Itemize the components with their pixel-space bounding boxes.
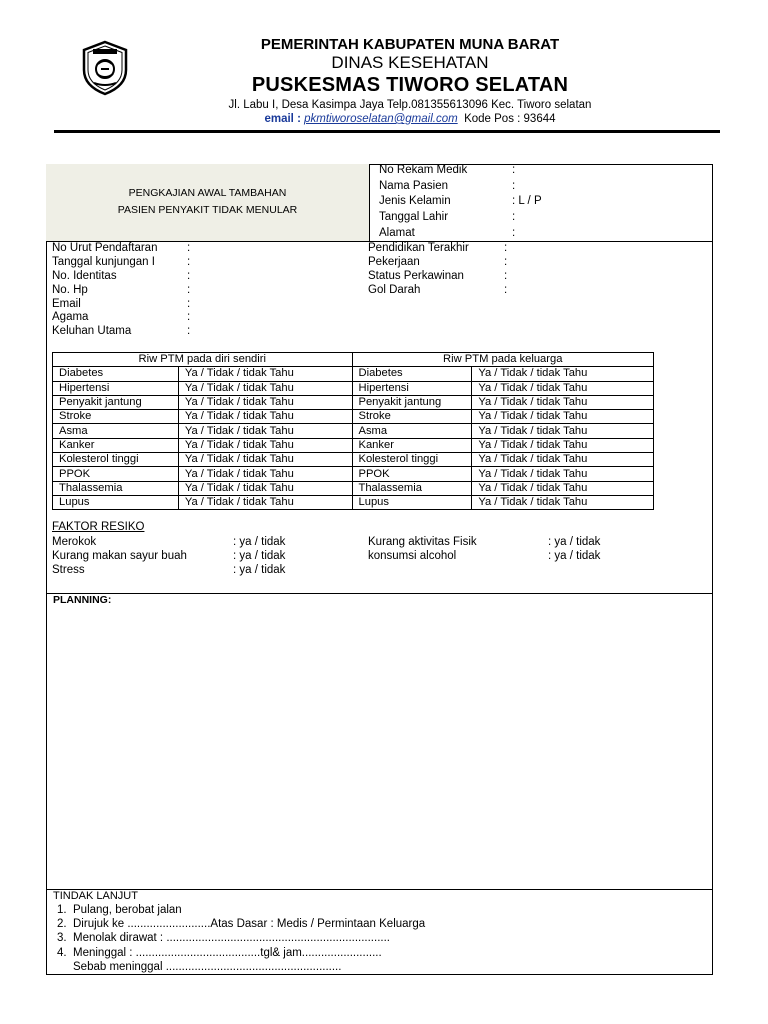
label-tanggal-lahir: Tanggal Lahir — [379, 211, 449, 223]
label-kurang-aktivitas: Kurang aktivitas Fisik — [368, 536, 477, 548]
field-keluhan-utama[interactable]: : — [187, 325, 191, 337]
answer-self[interactable]: Ya / Tidak / tidak Tahu — [178, 367, 352, 381]
label-gol-darah: Gol Darah — [368, 284, 421, 296]
answer-self[interactable]: Ya / Tidak / tidak Tahu — [178, 424, 352, 438]
answer-family[interactable]: Ya / Tidak / tidak Tahu — [472, 410, 654, 424]
label-email: Email — [52, 298, 81, 310]
planning-area[interactable] — [52, 610, 707, 885]
field-tanggal-kunjungan[interactable]: : — [187, 256, 191, 268]
follow-up-divider — [46, 889, 713, 890]
field-konsumsi-alcohol[interactable]: : ya / tidak — [548, 550, 601, 562]
label-agama: Agama — [52, 311, 89, 323]
field-pekerjaan[interactable]: : — [504, 256, 508, 268]
answer-self[interactable]: Ya / Tidak / tidak Tahu — [178, 481, 352, 495]
disease-family: Stroke — [352, 410, 472, 424]
table-row — [53, 481, 654, 495]
answer-self[interactable]: Ya / Tidak / tidak Tahu — [178, 410, 352, 424]
table-row — [53, 395, 654, 409]
field-merokok[interactable]: : ya / tidak — [233, 536, 286, 548]
disease-family: Diabetes — [352, 367, 472, 381]
label-jenis-kelamin: Jenis Kelamin — [379, 195, 451, 207]
field-agama[interactable]: : — [187, 311, 191, 323]
field-status-perkawinan[interactable]: : — [504, 270, 508, 282]
disease-self: Kanker — [53, 438, 179, 452]
table-row — [53, 367, 654, 381]
disease-self: Thalassemia — [53, 481, 179, 495]
field-nama-pasien[interactable]: : — [512, 180, 516, 192]
disease-self: Kolesterol tinggi — [53, 453, 179, 467]
follow-up-num-3: 3. — [57, 932, 67, 944]
government-title: PEMERINTAH KABUPATEN MUNA BARAT — [260, 36, 560, 53]
field-tanggal-lahir[interactable]: : — [512, 211, 516, 223]
planning-title: PLANNING: — [53, 594, 112, 606]
disease-self: Asma — [53, 424, 179, 438]
answer-self[interactable]: Ya / Tidak / tidak Tahu — [178, 438, 352, 452]
disease-family: Kanker — [352, 438, 472, 452]
header-self-history: Riw PTM pada diri sendiri — [53, 353, 353, 367]
field-no-urut[interactable]: : — [187, 242, 191, 254]
disease-family: Hipertensi — [352, 381, 472, 395]
disease-family: Kolesterol tinggi — [352, 453, 472, 467]
answer-family[interactable]: Ya / Tidak / tidak Tahu — [472, 395, 654, 409]
label-pendidikan: Pendidikan Terakhir — [368, 242, 469, 254]
disease-self: Lupus — [53, 495, 179, 509]
label-pekerjaan: Pekerjaan — [368, 256, 420, 268]
email-link[interactable]: pkmtiworoselatan@gmail.com — [304, 113, 458, 125]
disease-self: Stroke — [53, 410, 179, 424]
field-stress[interactable]: : ya / tidak — [233, 564, 286, 576]
table-row — [53, 424, 654, 438]
field-gol-darah[interactable]: : — [504, 284, 508, 296]
answer-family[interactable]: Ya / Tidak / tidak Tahu — [472, 453, 654, 467]
label-status-perkawinan: Status Perkawinan — [368, 270, 464, 282]
answer-self[interactable]: Ya / Tidak / tidak Tahu — [178, 467, 352, 481]
postcode: Kode Pos : 93644 — [457, 113, 556, 125]
field-no-identitas[interactable]: : — [187, 270, 191, 282]
follow-up-item-3[interactable]: Menolak dirawat : ...................................................................... — [73, 932, 390, 944]
follow-up-num-2: 2. — [57, 918, 67, 930]
label-kurang-sayur: Kurang makan sayur buah — [52, 550, 187, 562]
follow-up-item-1[interactable]: Pulang, berobat jalan — [73, 904, 182, 916]
field-kurang-sayur[interactable]: : ya / tidak — [233, 550, 286, 562]
answer-self[interactable]: Ya / Tidak / tidak Tahu — [178, 495, 352, 509]
table-row — [53, 410, 654, 424]
form-title-box — [46, 164, 370, 242]
table-row — [53, 453, 654, 467]
field-no-hp[interactable]: : — [187, 284, 191, 296]
field-email[interactable]: : — [187, 298, 191, 310]
label-no-rekam-medik: No Rekam Medik — [379, 164, 468, 176]
disease-family: Asma — [352, 424, 472, 438]
answer-family[interactable]: Ya / Tidak / tidak Tahu — [472, 467, 654, 481]
email-separator: : — [293, 113, 305, 125]
label-no-hp: No. Hp — [52, 284, 88, 296]
disease-family: Thalassemia — [352, 481, 472, 495]
label-no-identitas: No. Identitas — [52, 270, 117, 282]
label-merokok: Merokok — [52, 536, 97, 548]
field-alamat[interactable]: : — [512, 227, 516, 239]
disease-family: Penyakit jantung — [352, 395, 472, 409]
table-row — [53, 438, 654, 452]
answer-self[interactable]: Ya / Tidak / tidak Tahu — [178, 381, 352, 395]
table-header-row — [53, 353, 654, 367]
answer-family[interactable]: Ya / Tidak / tidak Tahu — [472, 381, 654, 395]
label-alamat: Alamat — [379, 227, 415, 239]
follow-up-num-4: 4. — [57, 947, 67, 959]
follow-up-item-2[interactable]: Dirujuk ke ..........................Atas Dasar : Medis / Permintaan Keluarga — [73, 918, 426, 930]
contact-line — [120, 113, 700, 125]
table-row — [53, 381, 654, 395]
follow-up-item-4[interactable]: Meninggal : .......................................tgl& jam......................... — [73, 947, 382, 959]
follow-up-cause-of-death[interactable]: Sebab meninggal ....................................................... — [73, 961, 342, 973]
table-row — [53, 495, 654, 509]
planning-divider — [46, 593, 713, 594]
label-tanggal-kunjungan: Tanggal kunjungan I — [52, 256, 155, 268]
answer-self[interactable]: Ya / Tidak / tidak Tahu — [178, 395, 352, 409]
header-rule — [54, 130, 720, 133]
field-no-rekam-medik[interactable]: : — [512, 164, 516, 176]
label-no-urut: No Urut Pendaftaran — [52, 242, 158, 254]
answer-self[interactable]: Ya / Tidak / tidak Tahu — [178, 453, 352, 467]
label-stress: Stress — [52, 564, 85, 576]
field-kurang-aktivitas[interactable]: : ya / tidak — [548, 536, 601, 548]
answer-family[interactable]: Ya / Tidak / tidak Tahu — [472, 424, 654, 438]
label-nama-pasien: Nama Pasien — [379, 180, 449, 192]
email-label: email — [264, 113, 294, 125]
disease-family: Lupus — [352, 495, 472, 509]
puskesmas-title: PUSKESMAS TIWORO SELATAN — [251, 74, 569, 96]
field-jenis-kelamin[interactable]: : L / P — [512, 195, 542, 207]
disease-family: PPOK — [352, 467, 472, 481]
answer-family[interactable]: Ya / Tidak / tidak Tahu — [472, 481, 654, 495]
label-keluhan-utama: Keluhan Utama — [52, 325, 132, 337]
answer-family[interactable]: Ya / Tidak / tidak Tahu — [472, 367, 654, 381]
ptm-history-table — [52, 352, 654, 510]
disease-self: PPOK — [53, 467, 179, 481]
label-konsumsi-alcohol: konsumsi alcohol — [368, 550, 457, 562]
disease-self: Penyakit jantung — [53, 395, 179, 409]
address-line: Jl. Labu I, Desa Kasimpa Jaya Telp.081355613096 Kec. Tiworo selatan — [228, 99, 592, 111]
answer-family[interactable]: Ya / Tidak / tidak Tahu — [472, 438, 654, 452]
disease-self: Hipertensi — [53, 381, 179, 395]
field-pendidikan[interactable]: : — [504, 242, 508, 254]
form-title-line1: PENGKAJIAN AWAL TAMBAHAN — [128, 187, 287, 199]
answer-family[interactable]: Ya / Tidak / tidak Tahu — [472, 495, 654, 509]
department-title: DINAS KESEHATAN — [331, 53, 489, 72]
form-title-line2: PASIEN PENYAKIT TIDAK MENULAR — [117, 204, 298, 216]
risk-title: FAKTOR RESIKO — [52, 521, 145, 533]
header-family-history: Riw PTM pada keluarga — [352, 353, 654, 367]
disease-self: Diabetes — [53, 367, 179, 381]
follow-up-title: TINDAK LANJUT — [53, 890, 138, 902]
table-row — [53, 467, 654, 481]
follow-up-num-1: 1. — [57, 904, 67, 916]
